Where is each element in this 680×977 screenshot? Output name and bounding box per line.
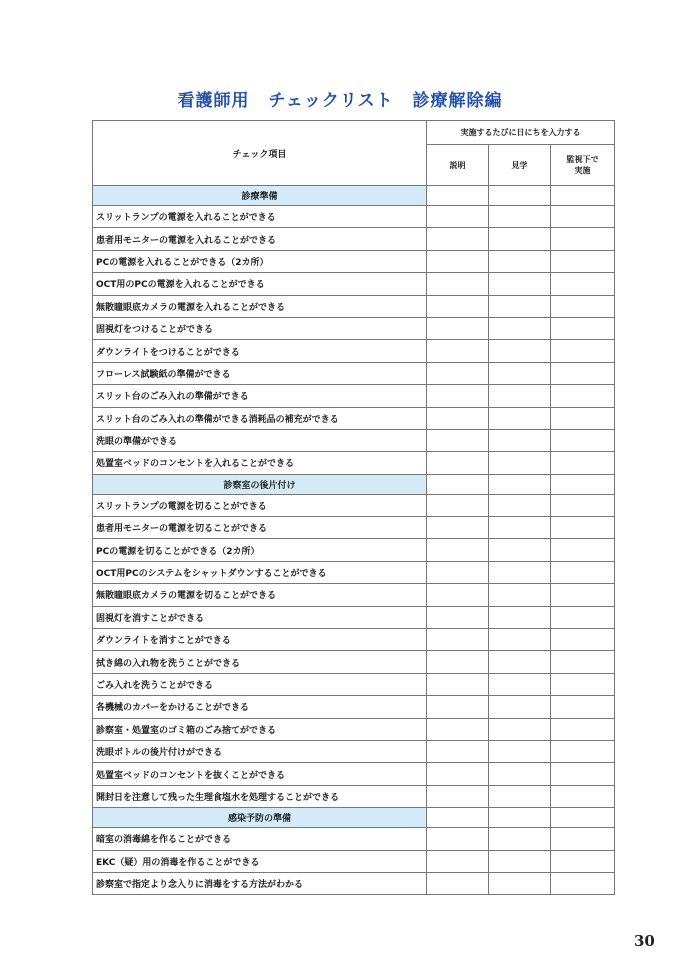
check-item-label: PCの電源を入れることができる（2カ所） bbox=[93, 250, 427, 272]
section-empty-cell bbox=[551, 186, 615, 206]
check-item-label: 処置室ベッドのコンセントを入れることができる bbox=[93, 452, 427, 474]
check-item-label: OCT用のPCの電源を入れることができる bbox=[93, 273, 427, 295]
date-cell-supervised[interactable] bbox=[551, 452, 615, 474]
date-cell-observation[interactable] bbox=[489, 740, 551, 762]
date-cell-observation[interactable] bbox=[489, 385, 551, 407]
section-title: 感染予防の準備 bbox=[93, 808, 427, 828]
section-title: 診療準備 bbox=[93, 186, 427, 206]
date-cell-explanation[interactable] bbox=[427, 763, 489, 785]
date-cell-explanation[interactable] bbox=[427, 273, 489, 295]
date-cell-observation[interactable] bbox=[489, 561, 551, 583]
date-cell-supervised[interactable] bbox=[551, 362, 615, 384]
check-item-label: スリットランプの電源を切ることができる bbox=[93, 494, 427, 516]
table-row bbox=[93, 429, 615, 451]
table-row bbox=[93, 828, 615, 850]
date-cell-observation[interactable] bbox=[489, 429, 551, 451]
date-cell-supervised[interactable] bbox=[551, 561, 615, 583]
table-row bbox=[93, 539, 615, 561]
check-item-label: PCの電源を切ることができる（2カ所） bbox=[93, 539, 427, 561]
check-item-label: 無散瞳眼底カメラの電源を入れることができる bbox=[93, 295, 427, 317]
date-cell-supervised[interactable] bbox=[551, 539, 615, 561]
table-row bbox=[93, 228, 615, 250]
page-title bbox=[0, 86, 680, 111]
section-empty-cell bbox=[551, 808, 615, 828]
date-cell-observation[interactable] bbox=[489, 228, 551, 250]
date-cell-explanation[interactable] bbox=[427, 629, 489, 651]
header-supervised: 監視下で 実施 bbox=[551, 145, 615, 186]
table-row bbox=[93, 763, 615, 785]
table-row bbox=[93, 718, 615, 740]
check-item-label: 処置室ベッドのコンセントを抜くことができる bbox=[93, 763, 427, 785]
date-cell-explanation[interactable] bbox=[427, 718, 489, 740]
date-cell-observation[interactable] bbox=[489, 696, 551, 718]
check-item-label: 各機械のカバーをかけることができる bbox=[93, 696, 427, 718]
date-cell-supervised[interactable] bbox=[551, 651, 615, 673]
table-row bbox=[93, 385, 615, 407]
section-empty-cell bbox=[551, 474, 615, 494]
check-item-label: フローレス試験紙の準備ができる bbox=[93, 362, 427, 384]
check-item-label: 暗室の消毒綿を作ることができる bbox=[93, 828, 427, 850]
table-row bbox=[93, 584, 615, 606]
title-part-2: チェックリスト bbox=[268, 91, 394, 111]
date-cell-observation[interactable] bbox=[489, 295, 551, 317]
header-explanation: 説明 bbox=[427, 145, 489, 186]
date-cell-observation[interactable] bbox=[489, 828, 551, 850]
check-item-label: 固視灯を消すことができる bbox=[93, 606, 427, 628]
header-observation: 見学 bbox=[489, 145, 551, 186]
page-number: 30 bbox=[634, 932, 655, 950]
date-cell-supervised[interactable] bbox=[551, 317, 615, 339]
date-cell-observation[interactable] bbox=[489, 651, 551, 673]
date-cell-observation[interactable] bbox=[489, 718, 551, 740]
header-input-instruction: 実施するたびに日にちを入力する bbox=[427, 121, 615, 145]
date-cell-supervised[interactable] bbox=[551, 407, 615, 429]
table-row bbox=[93, 629, 615, 651]
date-cell-explanation[interactable] bbox=[427, 872, 489, 894]
date-cell-supervised[interactable] bbox=[551, 517, 615, 539]
check-item-label: 拭き綿の入れ物を洗うことができる bbox=[93, 651, 427, 673]
date-cell-observation[interactable] bbox=[489, 584, 551, 606]
section-empty-cell bbox=[489, 186, 551, 206]
table-row bbox=[93, 850, 615, 872]
date-cell-explanation[interactable] bbox=[427, 606, 489, 628]
section-empty-cell bbox=[427, 474, 489, 494]
date-cell-supervised[interactable] bbox=[551, 785, 615, 807]
check-item-label: 洗眼の準備ができる bbox=[93, 429, 427, 451]
section-empty-cell bbox=[427, 808, 489, 828]
date-cell-supervised[interactable] bbox=[551, 740, 615, 762]
date-cell-supervised[interactable] bbox=[551, 872, 615, 894]
date-cell-observation[interactable] bbox=[489, 606, 551, 628]
date-cell-explanation[interactable] bbox=[427, 561, 489, 583]
date-cell-explanation[interactable] bbox=[427, 228, 489, 250]
section-empty-cell bbox=[489, 474, 551, 494]
date-cell-observation[interactable] bbox=[489, 872, 551, 894]
date-cell-supervised[interactable] bbox=[551, 250, 615, 272]
date-cell-supervised[interactable] bbox=[551, 385, 615, 407]
date-cell-explanation[interactable] bbox=[427, 250, 489, 272]
table-row bbox=[93, 362, 615, 384]
date-cell-observation[interactable] bbox=[489, 850, 551, 872]
date-cell-explanation[interactable] bbox=[427, 385, 489, 407]
date-cell-supervised[interactable] bbox=[551, 718, 615, 740]
title-part-3: 診療解除編 bbox=[412, 91, 503, 111]
check-item-label: ダウンライトを消すことができる bbox=[93, 629, 427, 651]
date-cell-observation[interactable] bbox=[489, 407, 551, 429]
date-cell-explanation[interactable] bbox=[427, 696, 489, 718]
table-row bbox=[93, 673, 615, 695]
table-row bbox=[93, 340, 615, 362]
check-item-label: 患者用モニターの電源を切ることができる bbox=[93, 517, 427, 539]
date-cell-observation[interactable] bbox=[489, 494, 551, 516]
section-empty-cell bbox=[489, 808, 551, 828]
date-cell-explanation[interactable] bbox=[427, 206, 489, 228]
date-cell-observation[interactable] bbox=[489, 763, 551, 785]
date-cell-observation[interactable] bbox=[489, 250, 551, 272]
check-item-label: 固視灯をつけることができる bbox=[93, 317, 427, 339]
date-cell-supervised[interactable] bbox=[551, 584, 615, 606]
checklist-table bbox=[92, 120, 615, 895]
check-item-label: 患者用モニターの電源を入れることができる bbox=[93, 228, 427, 250]
section-row bbox=[93, 808, 615, 828]
check-item-label: EKC（疑）用の消毒を作ることができる bbox=[93, 850, 427, 872]
date-cell-supervised[interactable] bbox=[551, 828, 615, 850]
date-cell-supervised[interactable] bbox=[551, 494, 615, 516]
date-cell-observation[interactable] bbox=[489, 517, 551, 539]
section-row bbox=[93, 186, 615, 206]
date-cell-explanation[interactable] bbox=[427, 362, 489, 384]
section-row bbox=[93, 474, 615, 494]
date-cell-supervised[interactable] bbox=[551, 273, 615, 295]
title-part-1: 看護師用 bbox=[177, 91, 250, 111]
date-cell-explanation[interactable] bbox=[427, 828, 489, 850]
date-cell-observation[interactable] bbox=[489, 340, 551, 362]
date-cell-explanation[interactable] bbox=[427, 740, 489, 762]
date-cell-supervised[interactable] bbox=[551, 763, 615, 785]
date-cell-explanation[interactable] bbox=[427, 317, 489, 339]
date-cell-explanation[interactable] bbox=[427, 539, 489, 561]
table-row bbox=[93, 206, 615, 228]
date-cell-explanation[interactable] bbox=[427, 517, 489, 539]
date-cell-explanation[interactable] bbox=[427, 584, 489, 606]
table-row bbox=[93, 407, 615, 429]
date-cell-explanation[interactable] bbox=[427, 452, 489, 474]
date-cell-explanation[interactable] bbox=[427, 785, 489, 807]
date-cell-supervised[interactable] bbox=[551, 629, 615, 651]
date-cell-observation[interactable] bbox=[489, 629, 551, 651]
date-cell-observation[interactable] bbox=[489, 273, 551, 295]
table-row bbox=[93, 561, 615, 583]
date-cell-observation[interactable] bbox=[489, 362, 551, 384]
date-cell-supervised[interactable] bbox=[551, 673, 615, 695]
check-item-label: ごみ入れを洗うことができる bbox=[93, 673, 427, 695]
table-row bbox=[93, 606, 615, 628]
check-item-label: 診察室で指定より念入りに消毒をする方法がわかる bbox=[93, 872, 427, 894]
table-row bbox=[93, 295, 615, 317]
check-item-label: 洗眼ボトルの後片付けができる bbox=[93, 740, 427, 762]
date-cell-supervised[interactable] bbox=[551, 228, 615, 250]
date-cell-explanation[interactable] bbox=[427, 295, 489, 317]
date-cell-supervised[interactable] bbox=[551, 340, 615, 362]
date-cell-observation[interactable] bbox=[489, 452, 551, 474]
date-cell-explanation[interactable] bbox=[427, 494, 489, 516]
date-cell-supervised[interactable] bbox=[551, 429, 615, 451]
date-cell-supervised[interactable] bbox=[551, 295, 615, 317]
date-cell-observation[interactable] bbox=[489, 539, 551, 561]
date-cell-explanation[interactable] bbox=[427, 651, 489, 673]
date-cell-observation[interactable] bbox=[489, 673, 551, 695]
date-cell-explanation[interactable] bbox=[427, 673, 489, 695]
date-cell-explanation[interactable] bbox=[427, 429, 489, 451]
date-cell-explanation[interactable] bbox=[427, 340, 489, 362]
check-item-label: スリット台のごみ入れの準備ができる消耗品の補充ができる bbox=[93, 407, 427, 429]
check-item-label: 開封日を注意して残った生理食塩水を処理することができる bbox=[93, 785, 427, 807]
section-title: 診察室の後片付け bbox=[93, 474, 427, 494]
date-cell-observation[interactable] bbox=[489, 785, 551, 807]
table-row bbox=[93, 317, 615, 339]
check-item-label: ダウンライトをつけることができる bbox=[93, 340, 427, 362]
table-row bbox=[93, 872, 615, 894]
check-item-label: スリットランプの電源を入れることができる bbox=[93, 206, 427, 228]
checklist-body bbox=[93, 186, 615, 895]
table-row bbox=[93, 740, 615, 762]
table-row bbox=[93, 785, 615, 807]
section-empty-cell bbox=[427, 186, 489, 206]
table-row bbox=[93, 696, 615, 718]
date-cell-observation[interactable] bbox=[489, 206, 551, 228]
table-row bbox=[93, 517, 615, 539]
table-row bbox=[93, 494, 615, 516]
date-cell-explanation[interactable] bbox=[427, 850, 489, 872]
date-cell-supervised[interactable] bbox=[551, 606, 615, 628]
table-row bbox=[93, 273, 615, 295]
date-cell-supervised[interactable] bbox=[551, 696, 615, 718]
check-item-label: 診察室・処置室のゴミ箱のごみ捨てができる bbox=[93, 718, 427, 740]
header-check-item: チェック項目 bbox=[93, 121, 427, 186]
check-item-label: 無散瞳眼底カメラの電源を切ることができる bbox=[93, 584, 427, 606]
table-row bbox=[93, 250, 615, 272]
check-item-label: スリット台のごみ入れの準備ができる bbox=[93, 385, 427, 407]
check-item-label: OCT用PCのシステムをシャットダウンすることができる bbox=[93, 561, 427, 583]
date-cell-supervised[interactable] bbox=[551, 850, 615, 872]
table-row bbox=[93, 452, 615, 474]
date-cell-supervised[interactable] bbox=[551, 206, 615, 228]
table-row bbox=[93, 651, 615, 673]
date-cell-explanation[interactable] bbox=[427, 407, 489, 429]
date-cell-observation[interactable] bbox=[489, 317, 551, 339]
